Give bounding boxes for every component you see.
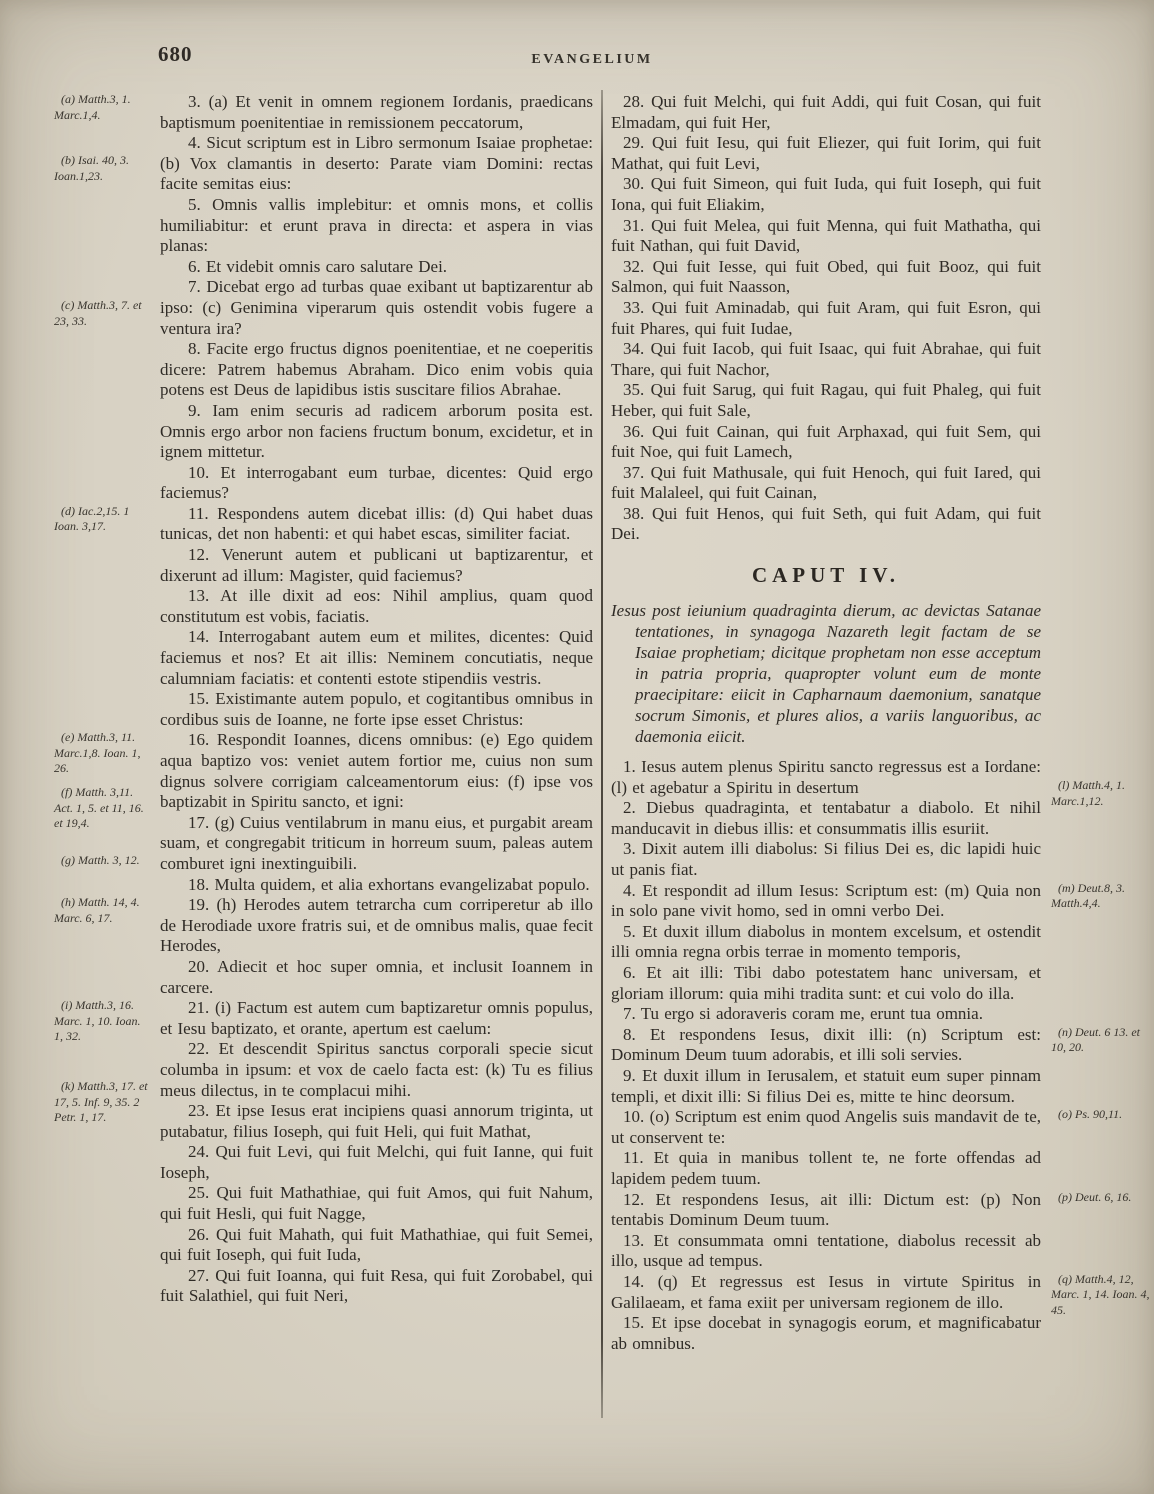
verse-paragraph: 19. (h) Herodes autem tetrarcha cum corriperetur ab illo de Herodiade uxore fratris sui, et de omnibus malis, quae fecit Herodes, (h) Matth. 14, 4. Marc. 6, 17.: [54, 895, 593, 956]
margin-reference-note: (b) Isai. 40, 3. Ioan.1,23.: [54, 153, 129, 183]
chapter-heading: CAPUT IV.: [751, 563, 901, 588]
verse-paragraph: 15. Et ipse docebat in synagogis eorum, et magnificabatur ab omnibus.: [611, 1313, 1041, 1353]
verse-paragraph: 8. Et respondens Iesus, dixit illi: (n) Scriptum est: Dominum Deum tuum adorabis, et illi soli servies. (n) Deut. 6 13. et 10, 20.: [611, 1025, 1041, 1066]
margin-reference-note: (a) Matth.3, 1. Marc.1,4.: [54, 92, 131, 122]
verse-paragraph: 11. Respondens autem dicebat illis: (d) Qui habet duas tunicas, det non habenti: et qui habet escas, similiter faciat. (d) Iac.2,15. 1 Ioan. 3,17.: [54, 503, 593, 544]
verse-paragraph: 6. Et ait illi: Tibi dabo potestatem hanc universam, et gloriam illorum: quia mihi tradita sunt: et cui volo do illa.: [611, 963, 1041, 1003]
verse-paragraph: 27. Qui fuit Ioanna, qui fuit Resa, qui fuit Zorobabel, qui fuit Salathiel, qui fuit Neri,: [160, 1265, 593, 1306]
verse-paragraph: 8. Facite ergo fructus dignos poenitentiae, et ne coeperitis dicere: Patrem habemus Abraham. Dico enim vobis quia potens est Deus de lapidibus istis suscitare filios Abrahae.: [160, 339, 593, 400]
verse-paragraph: 26. Qui fuit Mahath, qui fuit Mathathiae, qui fuit Semei, qui fuit Ioseph, qui fuit Iuda,: [160, 1224, 593, 1265]
verse-paragraph: 12. Venerunt autem et publicani ut baptizarentur, et dixerunt ad illum: Magister, quid faciemus?: [160, 545, 593, 585]
margin-reference-note: (m) Deut.8, 3. Matth.4,4.: [1051, 880, 1125, 911]
verse-paragraph: 13. At ille dixit ad eos: Nihil amplius, quam quod constitutum est vobis, faciatis.: [160, 586, 593, 626]
verse-paragraph: 3. Dixit autem illi diabolus: Si filius Dei es, dic lapidi huic ut panis fiat.: [611, 839, 1041, 880]
margin-reference-note: (h) Matth. 14, 4. Marc. 6, 17.: [54, 895, 140, 925]
verse-paragraph: 21. (i) Factum est autem cum baptizaretur omnis populus, et Iesu baptizato, et orante, apertum est caelum: (i) Matth.3, 16. Marc. 1, 10. Ioan. 1, 32.: [54, 998, 593, 1044]
verse-paragraph: 6. Et videbit omnis caro salutare Dei.: [188, 256, 448, 276]
verse-paragraph: 11. Et quia in manibus tollent te, ne forte offendas ad lapidem pedem tuum.: [611, 1148, 1041, 1188]
verse-paragraph: 30. Qui fuit Simeon, qui fuit Iuda, qui fuit Ioseph, qui fuit Iona, qui fuit Eliakim,: [611, 174, 1041, 214]
verse-paragraph: 7. Dicebat ergo ad turbas quae exibant ut baptizarentur ab ipso: (c) Genimina viperarum quis ostendit vobis fugere a ventura ira? (c) Matth.3, 7. et 23, 33.: [54, 277, 593, 338]
margin-reference-note: (n) Deut. 6 13. et 10, 20.: [1051, 1024, 1140, 1055]
verse-paragraph: 16. Respondit Ioannes, dicens omnibus: (e) Ego quidem aqua baptizo vos: veniet autem fortior me, cuius non sum dignus solvere corrigiam calceamentorum eius: (f) ipse vos baptizabit in Spiritu sancto, et igni: (e) Matth.3, 11. Marc.1,8. Ioan. 1, 26. (f) Matth. 3,11. Act. 1, 5. et 11, 16. et 19,4.: [54, 730, 593, 831]
left-column: [54, 92, 593, 1307]
verse-paragraph: 38. Qui fuit Henos, qui fuit Seth, qui fuit Adam, qui fuit Dei.: [611, 503, 1041, 544]
verse-paragraph: 31. Qui fuit Melea, qui fuit Menna, qui fuit Mathatha, qui fuit Nathan, qui fuit David,: [611, 215, 1041, 256]
verse-paragraph: 37. Qui fuit Mathusale, qui fuit Henoch, qui fuit Iared, qui fuit Malaleel, qui fuit Cainan,: [611, 462, 1041, 503]
verse-paragraph: 9. Iam enim securis ad radicem arborum posita est. Omnis ergo arbor non faciens fructum bonum, excidetur, et in ignem mittetur.: [160, 400, 593, 462]
verse-paragraph: 1. Iesus autem plenus Spiritu sancto regressus est a Iordane: (l) et agebatur a Spiritu in desertum (l) Matth.4, 1. Marc.1,12.: [611, 757, 1041, 798]
margin-reference-note: (c) Matth.3, 7. et 23, 33.: [54, 298, 142, 328]
verse-paragraph: 18. Multa quidem, et alia exhortans evangelizabat populo.: [188, 874, 590, 894]
margin-reference-note: (o) Ps. 90,11.: [1058, 1107, 1123, 1122]
margin-reference-note: (q) Matth.4, 12, Marc. 1, 14. Ioan. 4, 45.: [1051, 1271, 1150, 1317]
verse-paragraph: 5. Omnis vallis implebitur: et omnis mons, et collis humiliabitur: et erunt prava in directa: et aspera in vias planas:: [160, 194, 593, 256]
margin-reference-note: (f) Matth. 3,11. Act. 1, 5. et 11, 16. et 19,4.: [54, 785, 144, 831]
verse-paragraph: 7. Tu ergo si adoraveris coram me, erunt tua omnia.: [623, 1004, 983, 1024]
right-column: [611, 92, 1150, 1354]
margin-reference-note: (g) Matth. 3, 12.: [61, 852, 140, 867]
verse-paragraph: 10. (o) Scriptum est enim quod Angelis suis mandavit de te, ut conservent te: (o) Ps. 90,11.: [611, 1107, 1041, 1148]
verse-paragraph: 13. Et consummata omni tentatione, diabolus recessit ab illo, usque ad tempus.: [611, 1230, 1041, 1271]
verse-paragraph: 23. Et ipse Iesus erat incipiens quasi annorum triginta, ut putabatur, filius Ioseph, qui fuit Heli, qui fuit Mathat,: [160, 1101, 593, 1141]
page-number: 680: [158, 42, 193, 66]
verse-paragraph: 28. Qui fuit Melchi, qui fuit Addi, qui fuit Cosan, qui fuit Elmadam, qui fuit Her,: [611, 92, 1041, 132]
verse-paragraph: 24. Qui fuit Levi, qui fuit Melchi, qui fuit Ianne, qui fuit Ioseph,: [160, 1142, 593, 1182]
verse-paragraph: 10. Et interrogabant eum turbae, dicentes: Quid ergo faciemus?: [160, 462, 593, 503]
chapter-summary: Iesus post ieiunium quadraginta dierum, ac devictas Satanae tentationes, in synagoga Nazareth legit factam de se Isaiae prophetiam; dicitque prophetam non esse acceptum in patria propria, quapropter volunt eum de monte praecipitare: eiicit in Capharnaum daemonium, sanatque socrum Simonis, et plures alios, a variis languoribus, ac daemonia eiicit.: [611, 601, 1041, 747]
verse-paragraph: 25. Qui fuit Mathathiae, qui fuit Amos, qui fuit Nahum, qui fuit Hesli, qui fuit Nagge,: [160, 1183, 593, 1224]
verse-paragraph: 36. Qui fuit Cainan, qui fuit Arphaxad, qui fuit Sem, qui fuit Noe, qui fuit Lamech,: [611, 421, 1041, 462]
verse-paragraph: 2. Diebus quadraginta, et tentabatur a diabolo. Et nihil manducavit in diebus illis: et consummatis illis esuriit.: [611, 798, 1041, 838]
verse-paragraph: 34. Qui fuit Iacob, qui fuit Isaac, qui fuit Abrahae, qui fuit Thare, qui fuit Nachor,: [611, 339, 1041, 379]
verse-paragraph: 15. Existimante autem populo, et cogitantibus omnibus in cordibus suis de Ioanne, ne forte ipse esset Christus:: [160, 689, 593, 729]
verse-paragraph: 14. (q) Et regressus est Iesus in virtute Spiritus in Galilaeam, et fama exiit per universam regionem de illo. (q) Matth.4, 12, Marc. 1, 14. Ioan. 4, 45.: [611, 1272, 1041, 1313]
verse-paragraph: 4. Et respondit ad illum Iesus: Scriptum est: (m) Quia non in solo pane vivit homo, sed in omni verbo Dei. (m) Deut.8, 3. Matth.4,4.: [611, 881, 1041, 922]
verse-paragraph: 20. Adiecit et hoc super omnia, et inclusit Ioannem in carcere.: [160, 956, 593, 997]
margin-reference-note: (k) Matth.3, 17. et 17, 5. Inf. 9, 35. 2 Petr. 1, 17.: [54, 1079, 148, 1125]
verse-paragraph: 33. Qui fuit Aminadab, qui fuit Aram, qui fuit Esron, qui fuit Phares, qui fuit Iudae,: [611, 297, 1041, 338]
verse-paragraph: 22. Et descendit Spiritus sanctus corporali specie sicut columba in ipsum: et vox de caelo facta est: (k) Tu es filius meus dilectus, in te complacui mihi. (k) Matth.3, 17. et 17, 5. Inf. 9, 35. 2 Petr. 1, 17.: [54, 1039, 593, 1125]
verse-paragraph: 3. (a) Et venit in omnem regionem Iordanis, praedicans baptismum poenitentiae in remissionem peccatorum, (a) Matth.3, 1. Marc.1,4.: [54, 92, 593, 132]
verse-paragraph: 32. Qui fuit Iesse, qui fuit Obed, qui fuit Booz, qui fuit Salmon, qui fuit Naasson,: [611, 256, 1041, 297]
margin-reference-note: (d) Iac.2,15. 1 Ioan. 3,17.: [54, 503, 130, 534]
margin-reference-note: (e) Matth.3, 11. Marc.1,8. Ioan. 1, 26.: [54, 730, 141, 776]
margin-reference-note: (l) Matth.4, 1. Marc.1,12.: [1051, 778, 1125, 808]
margin-reference-note: (i) Matth.3, 16. Marc. 1, 10. Ioan. 1, 32.: [54, 998, 141, 1044]
verse-paragraph: 14. Interrogabant autem eum et milites, dicentes: Quid faciemus et nos? Et ait illis: Neminem concutiatis, neque calumniam faciatis: et contenti estote stipendiis vestris.: [160, 627, 593, 688]
margin-reference-note: (p) Deut. 6, 16.: [1058, 1189, 1132, 1204]
verse-paragraph: 5. Et duxit illum diabolus in montem excelsum, et ostendit illi omnia regna orbis terrae in momento temporis,: [611, 921, 1041, 962]
verse-paragraph: 4. Sicut scriptum est in Libro sermonum Isaiae prophetae: (b) Vox clamantis in deserto: Parate viam Domini: rectas facite semitas eius: (b) Isai. 40, 3. Ioan.1,23.: [54, 133, 593, 194]
column-divider-rule: [601, 90, 603, 1418]
verse-paragraph: 9. Et duxit illum in Ierusalem, et statuit eum super pinnam templi, et dixit illi: Si filius Dei es, mitte te hinc deorsum.: [611, 1065, 1041, 1106]
verse-paragraph: 12. Et respondens Iesus, ait illi: Dictum est: (p) Non tentabis Dominum Deum tuum. (p) Deut. 6, 16.: [611, 1190, 1041, 1231]
verse-paragraph: 29. Qui fuit Iesu, qui fuit Eliezer, qui fuit Iorim, qui fuit Mathat, qui fuit Levi,: [611, 133, 1041, 173]
verse-paragraph: 35. Qui fuit Sarug, qui fuit Ragau, qui fuit Phaleg, qui fuit Heber, qui fuit Sale,: [611, 380, 1041, 420]
verse-paragraph: 17. (g) Cuius ventilabrum in manu eius, et purgabit aream suam, et congregabit triticum in horreum suum, paleas autem comburet igni inextinguibili. (g) Matth. 3, 12.: [160, 813, 593, 875]
running-header-title: EVANGELIUM: [531, 52, 653, 67]
